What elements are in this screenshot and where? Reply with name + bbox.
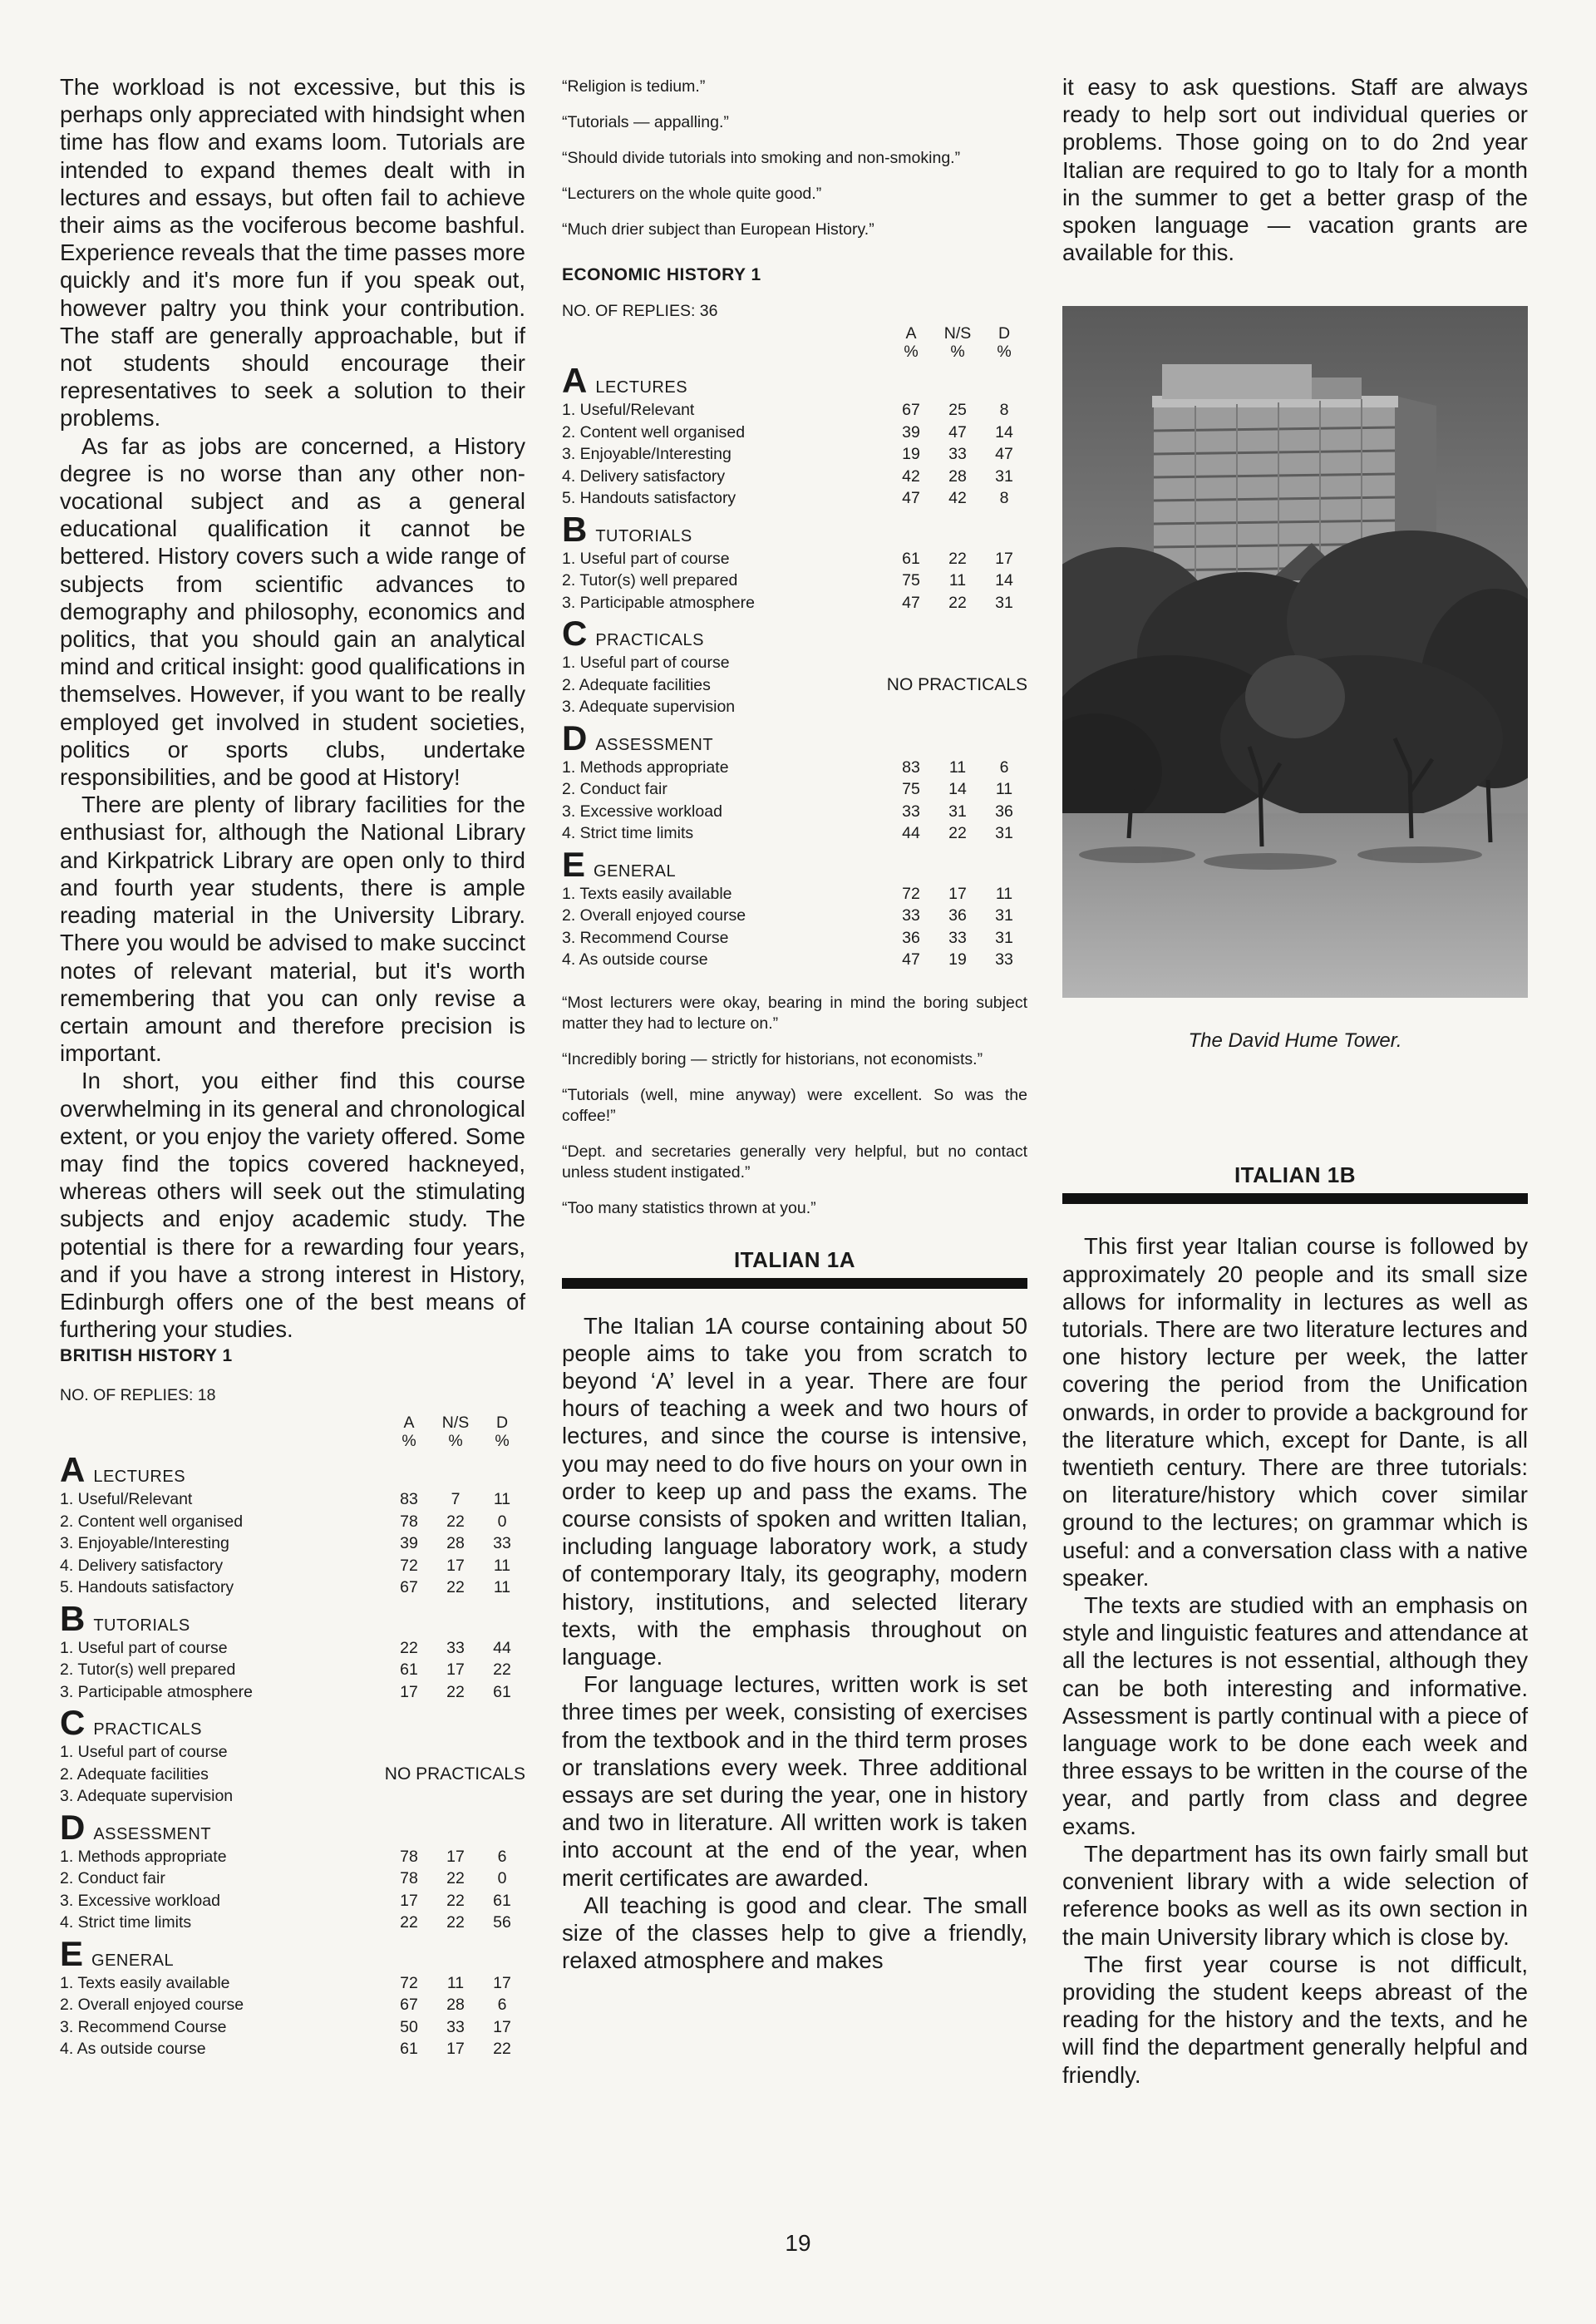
value-disagree: 17 (493, 1973, 511, 1992)
value-disagree: 14 (995, 571, 1013, 590)
survey-economic-history (562, 265, 1027, 971)
row-label: 2. Conduct fair (562, 780, 667, 798)
value-not-sure: 42 (948, 489, 967, 507)
value-disagree: 11 (493, 1578, 511, 1597)
survey-row (562, 822, 1027, 845)
column-3 (1062, 73, 1528, 2089)
no-practicals-note: NO PRACTICALS (384, 1764, 525, 1784)
value-not-sure: 11 (948, 757, 967, 777)
col-header-a: A (905, 324, 917, 343)
value-agree: 67 (400, 1578, 418, 1597)
survey-row (562, 674, 1027, 697)
survey-group (60, 1807, 525, 1934)
value-not-sure: 17 (446, 1847, 465, 1866)
survey-row (60, 1890, 525, 1912)
survey-row (562, 778, 1027, 801)
survey-row (60, 1681, 525, 1704)
quote: “Tutorials — appalling.” (562, 113, 729, 131)
history-article-text (60, 73, 525, 1343)
row-label: 1. Useful part of course (60, 1743, 228, 1762)
value-not-sure: 47 (948, 422, 967, 442)
row-label: 3. Participable atmosphere (60, 1682, 253, 1701)
value-not-sure: 22 (446, 1578, 465, 1597)
value-disagree: 8 (999, 489, 1009, 507)
value-disagree: 31 (995, 824, 1013, 842)
value-disagree: 17 (995, 549, 1013, 568)
italian-1a-continued (1062, 73, 1528, 266)
row-label: 2. Content well organised (60, 1512, 244, 1531)
survey-title: BRITISH HISTORY 1 (60, 1346, 233, 1366)
survey-row (60, 1511, 525, 1533)
survey-row (60, 1637, 525, 1660)
paragraph: The department has its own fairly small but convenient library with a wide selection of reference books as well as its own section in the main University library which is close by. (1062, 1840, 1528, 1950)
survey-group (562, 718, 1027, 845)
value-agree: 39 (400, 1534, 418, 1553)
row-label: 5. Handouts satisfactory (60, 1578, 234, 1597)
row-label: 4. As outside course (562, 950, 708, 969)
survey-row (60, 1488, 525, 1511)
quote: “Most lecturers were okay, bearing in mind the boring subject matter they had to lecture on.” (562, 993, 1027, 1033)
survey-group-header (60, 1807, 525, 1847)
value-not-sure: 33 (948, 928, 967, 947)
value-agree: 33 (902, 906, 920, 925)
row-label: 4. Delivery satisfactory (60, 1556, 224, 1575)
survey-group (562, 509, 1027, 614)
row-label: 1. Methods appropriate (562, 757, 729, 777)
student-quotes (562, 76, 1027, 240)
value-disagree: 0 (497, 1512, 507, 1531)
value-agree: 47 (902, 593, 920, 612)
value-not-sure: 25 (948, 401, 967, 419)
quote: “Dept. and secretaries generally very helpful, but no contact unless student instigated.” (562, 1142, 1027, 1182)
value-not-sure: 17 (446, 1556, 465, 1575)
unit: % (997, 343, 1012, 361)
section-italian-1b (1062, 1162, 1528, 2088)
value-not-sure: 14 (948, 780, 967, 798)
value-not-sure: 22 (446, 1682, 465, 1701)
paragraph: In short, you either find this course overwhelming in its general and chronological extent, or you enjoy the variety offered. Some may find the topics covered hackneyed, whereas others will seek out the stimulating subjects and enjoy academic study. The potential is there for a rewarding four years, and if you have a strong interest in History, Edinburgh offers one of the best means of furthering your studies. (60, 1068, 525, 1343)
row-label: 3. Enjoyable/Interesting (562, 445, 732, 463)
survey-row (562, 652, 1027, 674)
row-label: 3. Excessive workload (60, 1891, 220, 1910)
quote: “Religion is tedium.” (562, 77, 706, 96)
survey-british-history (60, 1346, 525, 2060)
survey-column-units (562, 343, 1027, 361)
value-agree: 75 (902, 780, 920, 798)
value-not-sure: 19 (948, 950, 967, 969)
value-disagree: 61 (493, 1891, 511, 1910)
value-not-sure: 22 (948, 824, 967, 842)
row-label: 2. Conduct fair (60, 1869, 165, 1888)
group-letter: A (60, 1450, 86, 1490)
survey-row (562, 905, 1027, 927)
value-disagree: 6 (999, 757, 1009, 777)
survey-row (60, 1532, 525, 1555)
value-not-sure: 28 (446, 1534, 465, 1553)
value-agree: 72 (400, 1973, 418, 1992)
photo-caption: The David Hume Tower. (1188, 1029, 1402, 1053)
group-letter: B (562, 509, 588, 549)
value-not-sure: 22 (446, 1512, 465, 1531)
value-disagree: 11 (493, 1490, 511, 1509)
survey-column-units (60, 1432, 525, 1450)
value-not-sure: 11 (446, 1973, 465, 1992)
row-label: 3. Enjoyable/Interesting (60, 1534, 229, 1553)
value-disagree: 47 (995, 445, 1013, 463)
value-not-sure: 11 (948, 571, 967, 590)
survey-row (562, 927, 1027, 950)
value-agree: 61 (400, 2040, 418, 2059)
row-label: 1. Texts easily available (60, 1973, 230, 1992)
value-disagree: 8 (999, 401, 1009, 419)
paragraph: The workload is not excessive, but this is perhaps only appreciated with hindsight when time has flow and exams loom. Tutorials are intended to expand themes dealt with in lectures and essays, but often fail to achieve their aims as the vociferous become bashful. Experience reveals that the time passes more quickly and it's more fun if you speak out, however paltry you think your contribution. The staff are generally approachable, but if not students should encourage their representatives to seek a solution to their problems. (60, 74, 525, 432)
row-label: 1. Useful part of course (562, 654, 730, 672)
survey-group-header (562, 614, 1027, 653)
group-letter: A (562, 361, 588, 400)
row-label: 3. Participable atmosphere (562, 593, 755, 612)
unit: % (448, 1432, 463, 1451)
group-name: PRACTICALS (93, 1720, 202, 1739)
survey-group (60, 1703, 525, 1808)
group-letter: E (60, 1933, 84, 1973)
group-name: PRACTICALS (595, 631, 704, 649)
group-name: LECTURES (595, 378, 688, 397)
col-header-ns: N/S (943, 324, 972, 343)
paragraph: The texts are studied with an emphasis on style and linguistic features and attendance at all the lectures is not essential, although they can be both interesting and informative. Assessment is partly continual with a piece of language work to be done each week and three essays to be written in the course of the year, and partly from class and degree exams. (1062, 1592, 1528, 1839)
survey-row (562, 949, 1027, 971)
col-header-a: A (403, 1414, 415, 1433)
survey-group-header (60, 1450, 525, 1490)
value-agree: 42 (902, 466, 920, 486)
value-agree: 72 (400, 1556, 418, 1575)
group-name: ASSESSMENT (595, 735, 714, 754)
heading-rule (1062, 1193, 1528, 1204)
value-disagree: 36 (995, 802, 1013, 821)
value-not-sure: 33 (446, 2017, 465, 2036)
survey-group-header (562, 718, 1027, 757)
row-label: 4. Strict time limits (562, 824, 694, 842)
replies-count: NO. OF REPLIES: 18 (60, 1386, 216, 1405)
survey-row (562, 757, 1027, 779)
value-disagree: 6 (497, 1847, 507, 1866)
group-letter: D (562, 718, 588, 757)
survey-row (562, 466, 1027, 488)
row-label: 5. Handouts satisfactory (562, 489, 736, 507)
row-label: 3. Recommend Course (562, 928, 729, 947)
italian-1b-text (1062, 1232, 1528, 2088)
survey-group (60, 1450, 525, 1599)
row-label: 3. Adequate supervision (562, 698, 736, 716)
row-label: 3. Excessive workload (562, 802, 722, 821)
value-agree: 33 (902, 802, 920, 821)
survey-group (562, 844, 1027, 971)
value-agree: 39 (902, 422, 920, 442)
row-label: 3. Adequate supervision (60, 1787, 234, 1806)
group-name: ASSESSMENT (93, 1824, 212, 1843)
value-agree: 19 (902, 445, 920, 463)
value-disagree: 17 (493, 2017, 511, 2036)
survey-row (60, 1659, 525, 1681)
survey-group-header (60, 1933, 525, 1973)
value-agree: 17 (400, 1891, 418, 1910)
value-disagree: 11 (995, 780, 1013, 798)
paragraph: This first year Italian course is followed by approximately 20 people and its small size allows for informality in lectures as well as tutorials. There are two literature lectures and one history lecture per week, the latter covering the period from the Unification onwards, in order to provide a background for the literature which, except for Dante, is all twentieth century. There are three tutorials: on literature/history which cover similar ground to the lectures; on grammar which is useful: and a conversation class with a native speaker. (1062, 1233, 1528, 1591)
survey-row (60, 1785, 525, 1808)
value-not-sure: 22 (948, 593, 967, 612)
row-label: 2. Adequate facilities (60, 1764, 209, 1784)
value-disagree: 56 (493, 1913, 511, 1932)
value-agree: 17 (400, 1682, 418, 1701)
value-not-sure: 33 (948, 445, 967, 463)
value-not-sure: 36 (948, 906, 967, 925)
section-heading: ITALIAN 1B (1234, 1162, 1357, 1188)
row-label: 1. Texts easily available (562, 884, 732, 903)
value-disagree: 31 (995, 928, 1013, 947)
row-label: 4. Delivery satisfactory (562, 466, 726, 486)
survey-row (562, 696, 1027, 718)
value-disagree: 14 (995, 422, 1013, 442)
row-label: 2. Tutor(s) well prepared (562, 571, 738, 590)
row-label: 2. Overall enjoyed course (562, 906, 746, 925)
survey-groups (60, 1450, 525, 2060)
quote: “Much drier subject than European History.” (562, 220, 874, 239)
value-agree: 72 (902, 884, 920, 903)
value-agree: 36 (902, 928, 920, 947)
survey-row (562, 801, 1027, 823)
tower-photo-image (1062, 306, 1528, 998)
unit: % (401, 1432, 416, 1451)
value-not-sure: 28 (948, 466, 967, 486)
value-agree: 75 (902, 571, 920, 590)
survey-group (60, 1933, 525, 2060)
survey-row (562, 592, 1027, 614)
group-name: GENERAL (594, 861, 677, 881)
value-disagree: 22 (493, 2040, 511, 2059)
col-header-d: D (495, 1414, 509, 1433)
value-disagree: 33 (995, 950, 1013, 969)
survey-row (562, 422, 1027, 444)
row-label: 4. Strict time limits (60, 1913, 192, 1932)
survey-group (60, 1598, 525, 1704)
group-letter: C (60, 1703, 86, 1743)
group-letter: E (562, 844, 586, 884)
row-label: 3. Recommend Course (60, 2017, 227, 2036)
replies-count: NO. OF REPLIES: 36 (562, 302, 718, 320)
column-2 (562, 76, 1027, 1974)
quote: “Should divide tutorials into smoking and non-smoking.” (562, 149, 961, 167)
paragraph: There are plenty of library facilities for the enthusiast for, although the National Library and Kirkpatrick Library are open only to third and fourth year students, there is ample reading material in the University Library. There you would be advised to make succinct notes of relevant material, but it's worth remembering that you can only revise a certain amount and therefore precision is important. (60, 792, 525, 1067)
value-not-sure: 22 (446, 1869, 465, 1888)
value-not-sure: 7 (451, 1490, 461, 1509)
value-agree: 47 (902, 489, 920, 507)
survey-row (60, 1972, 525, 1995)
value-not-sure: 17 (446, 1660, 465, 1680)
survey-row (60, 1912, 525, 1934)
row-label: 1. Useful part of course (60, 1638, 228, 1657)
survey-column-headers (562, 324, 1027, 343)
group-name: LECTURES (93, 1468, 186, 1487)
value-disagree: 31 (995, 466, 1013, 486)
survey-title: ECONOMIC HISTORY 1 (562, 265, 761, 284)
value-disagree: 31 (995, 906, 1013, 925)
value-not-sure: 28 (446, 1996, 465, 2015)
quote: “Incredibly boring — strictly for historians, not economists.” (562, 1049, 983, 1068)
paragraph: it easy to ask questions. Staff are always ready to help sort out individual queries or problems. Those going on to do 2nd year Italian are required to go to Italy for a month in the summer to get a better grasp of the spoken language — vacation grants are available for this. (1062, 74, 1528, 266)
value-agree: 50 (400, 2017, 418, 2036)
paragraph: As far as jobs are concerned, a History degree is no worse than any other non-vocational subject and as a general educational qualification it cannot be bettered. History covers such a wide range of subjects from scientific advances to demography and philosophy, economics and politics, that you should gain an analytical mind and critical insight: good qualifications in themselves. However, if you want to be really employed get involved in student societies, politics or sports clubs, undertake responsibilities, and be good at History! (60, 432, 525, 791)
value-agree: 83 (400, 1490, 418, 1509)
value-disagree: 61 (493, 1682, 511, 1701)
david-hume-tower-photo (1062, 306, 1528, 998)
value-agree: 78 (400, 1869, 418, 1888)
unit: % (495, 1432, 510, 1451)
survey-row (60, 1555, 525, 1577)
value-disagree: 31 (995, 593, 1013, 612)
survey-row (60, 1994, 525, 2016)
italian-1a-text (562, 1312, 1027, 1975)
value-disagree: 22 (493, 1660, 511, 1680)
column-1 (60, 73, 525, 2060)
quote: “Tutorials (well, mine anyway) were excellent. So was the coffee!” (562, 1085, 1027, 1125)
value-disagree: 0 (497, 1869, 507, 1888)
survey-row (60, 1741, 525, 1764)
survey-group-header (562, 509, 1027, 549)
value-not-sure: 17 (446, 2040, 465, 2059)
survey-row (60, 1846, 525, 1868)
group-name: GENERAL (91, 1951, 175, 1970)
survey-row (60, 2016, 525, 2039)
survey-row (562, 443, 1027, 466)
survey-column-headers (60, 1414, 525, 1432)
row-label: 2. Tutor(s) well prepared (60, 1660, 236, 1680)
paragraph: The Italian 1A course containing about 50 people aims to take you from scratch to beyond ‘A’ level in a year. There are four hours of teaching a week and two hours of lectures, and since the course is intensive, you may need to do five hours on your own in order to keep up and pass the exams. The course consists of spoken and written Italian, including language laboratory work, a study of contemporary Italy, its geography, modern history, institutions, and selected literary texts, with the emphasis throughout on language. (562, 1312, 1027, 1670)
value-not-sure: 22 (948, 549, 967, 568)
value-agree: 83 (902, 757, 920, 777)
group-letter: D (60, 1807, 86, 1847)
paragraph: For language lectures, written work is set three times per week, consisting of exercises from the textbook and in the third term proses or translations every week. Three additional essays are set during the year, one in history and two in literature. All written work is taken into account at the end of the year, when merit certificates are awarded. (562, 1671, 1027, 1891)
row-label: 1. Useful/Relevant (60, 1490, 193, 1509)
row-label: 2. Overall enjoyed course (60, 1996, 244, 2015)
survey-row (562, 399, 1027, 422)
survey-row (562, 487, 1027, 510)
value-not-sure: 31 (948, 802, 967, 821)
row-label: 2. Content well organised (562, 422, 746, 442)
value-agree: 47 (902, 950, 920, 969)
survey-group-header (60, 1598, 525, 1638)
survey-row (60, 2038, 525, 2060)
group-name: TUTORIALS (93, 1616, 190, 1635)
section-heading: ITALIAN 1A (733, 1246, 856, 1272)
survey-row (60, 1576, 525, 1599)
no-practicals-note: NO PRACTICALS (886, 674, 1027, 694)
group-letter: C (562, 614, 588, 653)
value-agree: 67 (400, 1996, 418, 2015)
col-header-d: D (998, 324, 1011, 343)
group-letter: B (60, 1598, 86, 1638)
value-agree: 22 (400, 1913, 418, 1932)
value-agree: 44 (902, 824, 920, 842)
row-label: 1. Methods appropriate (60, 1847, 227, 1866)
value-not-sure: 22 (446, 1913, 465, 1932)
value-agree: 67 (902, 401, 920, 419)
group-name: TUTORIALS (595, 526, 692, 545)
value-disagree: 44 (493, 1638, 511, 1657)
survey-group-header (562, 361, 1027, 400)
value-agree: 61 (902, 549, 920, 568)
survey-group-header (562, 844, 1027, 884)
survey-row (562, 570, 1027, 592)
value-not-sure: 22 (446, 1891, 465, 1910)
value-agree: 22 (400, 1638, 418, 1657)
unit: % (904, 343, 919, 361)
paragraph: All teaching is good and clear. The small size of the classes help to give a friendly, relaxed atmosphere and makes (562, 1892, 1027, 1974)
row-label: 2. Adequate facilities (562, 675, 711, 694)
survey-group (562, 614, 1027, 718)
heading-rule (562, 1278, 1027, 1289)
paragraph: The first year course is not difficult, providing the student keeps abreast of the reading for the history and the texts, and he will find the department generally helpful and friendly. (1062, 1951, 1528, 2088)
value-not-sure: 17 (948, 884, 967, 903)
quote: “Lecturers on the whole quite good.” (562, 185, 822, 203)
value-disagree: 11 (995, 884, 1013, 903)
survey-row (60, 1868, 525, 1890)
value-disagree: 6 (497, 1996, 507, 2015)
row-label: 1. Useful/Relevant (562, 401, 695, 419)
survey-row (60, 1764, 525, 1786)
unit: % (950, 343, 965, 361)
survey-group-header (60, 1703, 525, 1743)
value-not-sure: 33 (446, 1638, 465, 1657)
row-label: 1. Useful part of course (562, 549, 730, 568)
quote: “Too many statistics thrown at you.” (562, 1198, 816, 1217)
survey-row (562, 883, 1027, 905)
section-italian-1a (562, 1247, 1027, 1975)
student-quotes (562, 993, 1027, 1219)
survey-row (562, 548, 1027, 570)
value-agree: 61 (400, 1660, 418, 1680)
page-number: 19 (785, 2230, 811, 2256)
value-disagree: 33 (493, 1534, 511, 1553)
survey-groups (562, 361, 1027, 971)
value-agree: 78 (400, 1847, 418, 1866)
value-disagree: 11 (493, 1556, 511, 1575)
survey-group (562, 361, 1027, 510)
value-agree: 78 (400, 1512, 418, 1531)
col-header-ns: N/S (441, 1414, 470, 1433)
row-label: 4. As outside course (60, 2040, 206, 2059)
